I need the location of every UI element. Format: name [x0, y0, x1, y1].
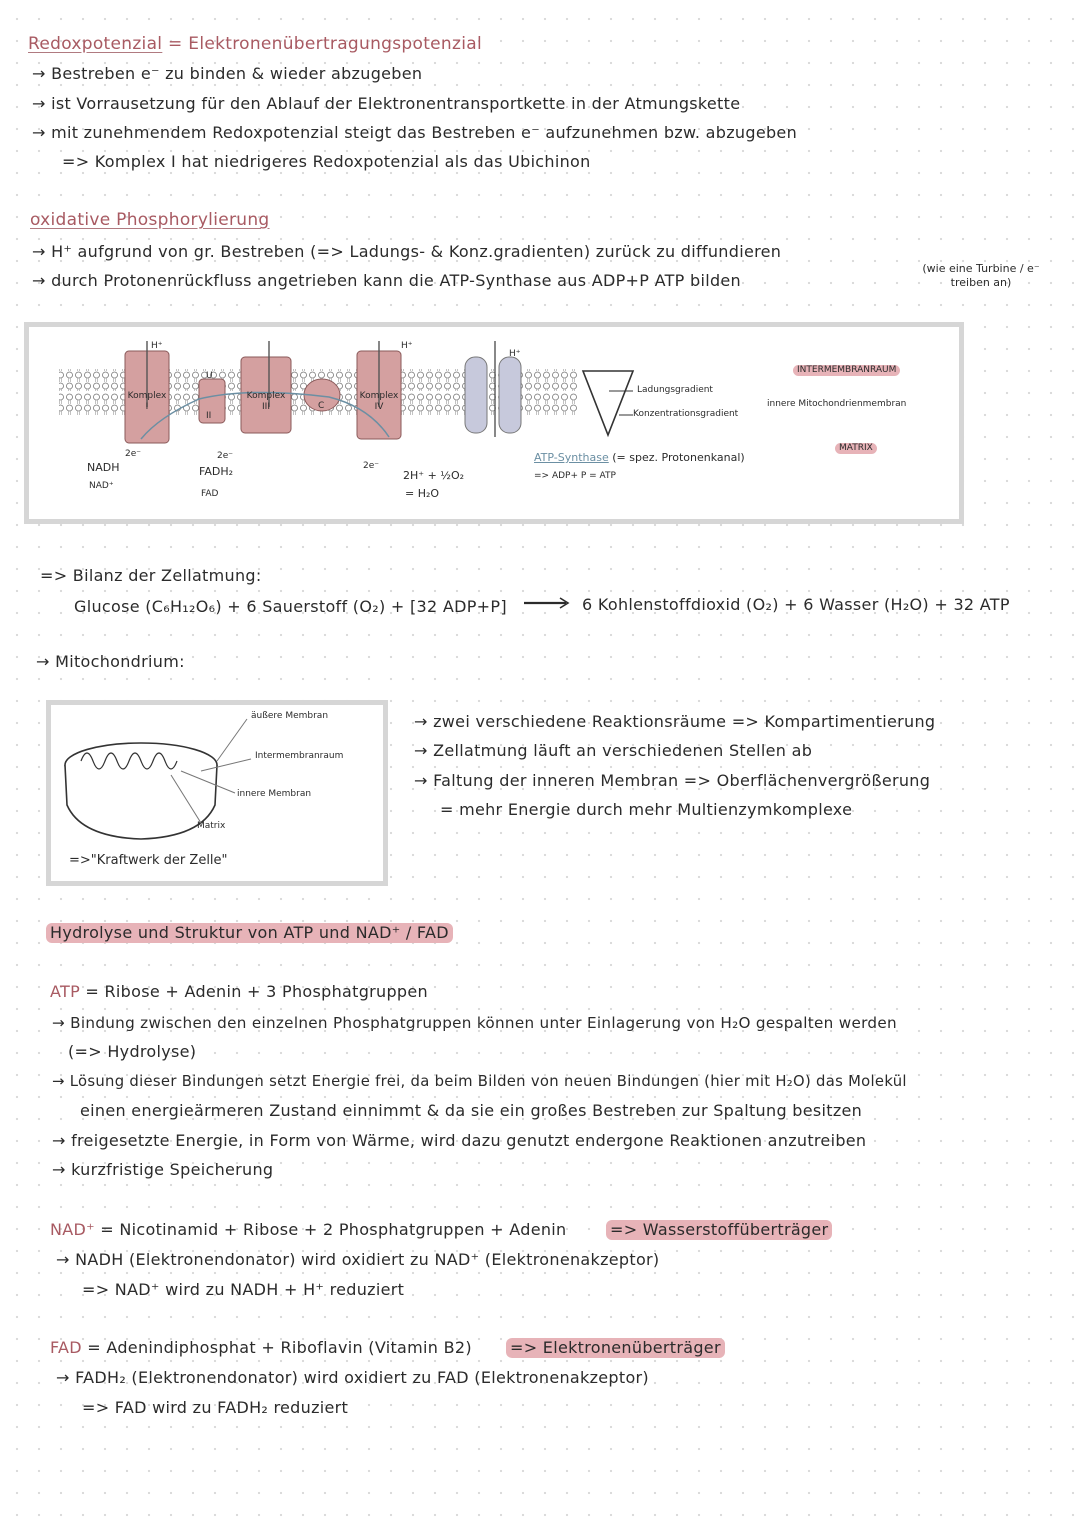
atp-key: ATP: [50, 982, 81, 1001]
matrix-label: MATRIX: [835, 443, 877, 454]
atp-line-4: einen energieärmeren Zustand einnimmt & da sie ein großes Bestreben zur Spaltung besitzen: [80, 1101, 863, 1120]
redox-title: Redoxpotenzial: [28, 34, 163, 54]
nadh-label: NADH: [87, 461, 120, 474]
nad-key: NAD⁺: [50, 1220, 95, 1239]
synthase-label: [534, 451, 745, 465]
mito-inter-label: Intermembranraum: [255, 751, 344, 761]
e-label-2: 2e⁻: [217, 451, 234, 461]
redox-line-3: → mit zunehmendem Redoxpotenzial steigt das Bestreben e⁻ aufzunehmen bzw. abzugeben: [32, 123, 798, 142]
fad-line-1: → FADH₂ (Elektronendonator) wird oxidiert zu FAD (Elektronenakzeptor): [56, 1368, 649, 1387]
atp-line-5: → freigesetzte Energie, in Form von Wärme, wird dazu genutzt endergone Reaktionen anzutreiben: [52, 1131, 867, 1150]
nad-line-2: => NAD⁺ wird zu NADH + H⁺ reduziert: [82, 1280, 405, 1299]
complex-4-label: Komplex IV: [359, 391, 399, 412]
redox-line-2: → ist Vorrausetzung für den Ablauf der Elektronentransportkette in der Atmungskette: [32, 94, 741, 113]
bilanz-rhs: 6 Kohlenstoffdioxid (O₂) + 6 Wasser (H₂O) + 32 ATP: [582, 595, 1010, 614]
atp-line-1: → Bindung zwischen den einzelnen Phosphatgruppen können unter Einlagerung von H₂O gespalten werden: [52, 1014, 897, 1032]
etc-diagram: [24, 322, 964, 524]
complex-2-label: II: [206, 411, 212, 421]
synthase-left-shape: [465, 357, 487, 433]
atp-def: = Ribose + Adenin + 3 Phosphatgruppen: [80, 982, 428, 1001]
mito-caption: =>"Kraftwerk der Zelle": [69, 853, 228, 868]
fad-key: FAD: [50, 1338, 82, 1357]
cyt-c-label: C: [318, 401, 325, 411]
ladungsgradient-label: Ladungsgradient: [637, 385, 713, 395]
redox-heading: [28, 34, 482, 54]
mito-matrix-label: Matrix: [197, 821, 226, 831]
konzentrationsgradient-label: Konzentrationsgradient: [633, 409, 739, 419]
redox-line-1: → Bestreben e⁻ zu binden & wieder abzugeben: [32, 64, 423, 83]
fadh2-label: FADH₂: [199, 465, 233, 478]
mito-point-2: → Zellatmung läuft an verschiedenen Stellen ab: [414, 741, 813, 760]
complex-2-q-label: U: [206, 371, 213, 381]
atp-definition: [50, 982, 428, 1002]
bilanz-title: => Bilanz der Zellatmung:: [40, 566, 262, 585]
fad-line-2: => FAD wird zu FADH₂ reduziert: [82, 1398, 349, 1417]
synthase-right-shape: [499, 357, 521, 433]
pointer-outer: [217, 719, 247, 761]
e-label-1: 2e⁻: [125, 449, 142, 459]
complex-1-label: Komplex I: [127, 391, 167, 412]
nad-def: = Nicotinamid + Ribose + 2 Phosphatgruppen + Adenin: [94, 1220, 567, 1239]
atp-line-6: → kurzfristige Speicherung: [52, 1160, 274, 1179]
mito-diagram: [46, 700, 388, 886]
mito-outer-label: äußere Membran: [251, 711, 329, 721]
inner-membrane-label: innere Mitochondrienmembran: [767, 399, 907, 409]
redox-line-4: => Komplex I hat niedrigeres Redoxpotenzial als das Ubichinon: [62, 152, 591, 171]
complex-3-label: Komplex III: [246, 391, 286, 412]
mito-inner-label: innere Membran: [237, 789, 312, 799]
nad-line-1: → NADH (Elektronendonator) wird oxidiert zu NAD⁺ (Elektronenakzeptor): [56, 1250, 660, 1269]
h-plus-4: H⁺: [401, 341, 413, 351]
fad-definition: [50, 1338, 472, 1358]
oxphos-line-1: → H⁺ aufgrund von gr. Bestreben (=> Ladungs- & Konz.gradienten) zurück zu diffundieren: [32, 242, 782, 261]
bilanz-lhs: Glucose (C₆H₁₂O₆) + 6 Sauerstoff (O₂) + [32 ADP+P]: [74, 597, 507, 616]
h-plus-synthase: H⁺: [509, 349, 521, 359]
synthase-equation: => ADP+ P = ATP: [534, 471, 616, 481]
nad-tag: => Wasserstoffüberträger: [606, 1220, 832, 1240]
oxygen-label: 2H⁺ + ½O₂: [403, 469, 465, 482]
nad-definition: [50, 1220, 566, 1240]
nad-label: NAD⁺: [89, 481, 114, 491]
synthase-note: (= spez. Protonenkanal): [612, 451, 745, 464]
oxphos-aside: (wie eine Turbine / e⁻ treiben an): [922, 262, 1040, 289]
redox-title-def: = Elektronenübertragungspotenzial: [162, 34, 482, 54]
membrane-drawing: [29, 327, 959, 519]
intermembran-label: INTERMEMBRANRAUM: [793, 365, 900, 376]
synthase-name: ATP-Synthase: [534, 451, 609, 464]
mito-title: → Mitochondrium:: [36, 652, 185, 671]
gradient-triangle: [583, 371, 633, 435]
hydro-title: Hydrolyse und Struktur von ATP und NAD⁺ / FAD: [46, 923, 453, 943]
e-label-3: 2e⁻: [363, 461, 380, 471]
fad-label: FAD: [201, 489, 219, 499]
mito-point-3: → Faltung der inneren Membran => Oberflächenvergrößerung: [414, 771, 931, 790]
atp-line-3: → Lösung dieser Bindungen setzt Energie frei, da beim Bilden von neuen Bindungen (hier mit H₂O) das Molekül: [52, 1073, 907, 1090]
mito-point-1: → zwei verschiedene Reaktionsräume => Kompartimentierung: [414, 712, 936, 731]
fad-tag: => Elektronenüberträger: [506, 1338, 725, 1358]
complex-2-shape: [199, 379, 225, 423]
oxphos-line-2: → durch Protonenrückfluss angetrieben kann die ATP-Synthase aus ADP+P ATP bilden: [32, 271, 741, 290]
h-plus-1: H⁺: [151, 341, 163, 351]
atp-line-2: (=> Hydrolyse): [68, 1042, 197, 1061]
fad-def: = Adenindiphosphat + Riboflavin (Vitamin B2): [81, 1338, 472, 1357]
reaction-arrow-icon: [522, 596, 574, 610]
mito-point-4: = mehr Energie durch mehr Multienzymkomplexe: [440, 800, 853, 819]
oxphos-title: oxidative Phosphorylierung: [30, 210, 270, 230]
water-label: = H₂O: [405, 487, 440, 500]
